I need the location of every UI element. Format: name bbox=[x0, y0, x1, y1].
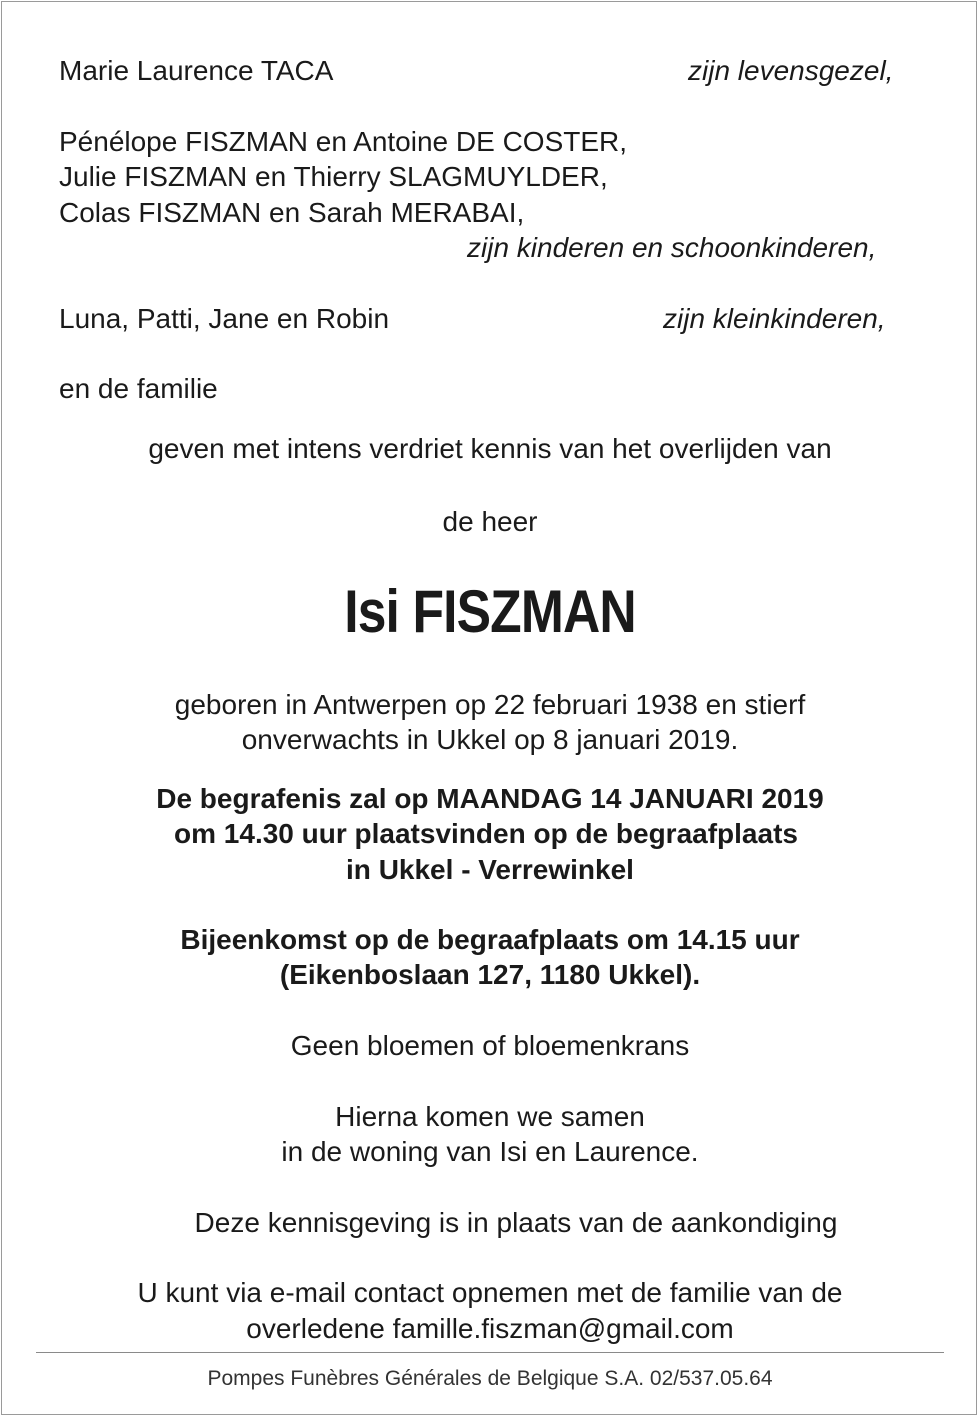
undertaker-footer: Pompes Funèbres Générales de Belgique S.A. 02/537.05.64 bbox=[207, 1367, 773, 1390]
grandchildren-names: Luna, Patti, Jane en Robin bbox=[59, 303, 390, 334]
children-role: zijn kinderen en schoonkinderen, bbox=[467, 232, 877, 263]
contact-line-1: U kunt via e-mail contact opnemen met de familie van de bbox=[137, 1277, 843, 1308]
contact-line-2: overledene famille.fiszman@gmail.com bbox=[246, 1313, 734, 1344]
partner-name: Marie Laurence TACA bbox=[59, 55, 334, 86]
after-line-1: Hierna komen we samen bbox=[335, 1101, 645, 1132]
extended-family: en de familie bbox=[59, 373, 218, 404]
deceased-name: Isi FISZMAN bbox=[344, 578, 636, 645]
birth-line-1: geboren in Antwerpen op 22 februari 1938 en stierf bbox=[174, 689, 806, 720]
funeral-line-3: in Ukkel - Verrewinkel bbox=[346, 854, 634, 885]
gathering-line-2: (Eikenboslaan 127, 1180 Ukkel). bbox=[279, 959, 701, 990]
footer-divider bbox=[36, 1352, 944, 1353]
notice-text: Deze kennisgeving is in plaats van de aankondiging bbox=[194, 1207, 838, 1238]
partner-role: zijn levensgezel, bbox=[688, 55, 894, 86]
child-line-3: Colas FISZMAN en Sarah MERABAI, bbox=[59, 197, 525, 228]
grandchildren-role: zijn kleinkinderen, bbox=[663, 303, 886, 334]
child-line-1: Pénélope FISZMAN en Antoine DE COSTER, bbox=[59, 126, 628, 157]
honorific: de heer bbox=[442, 506, 538, 537]
flowers-note: Geen bloemen of bloemenkrans bbox=[290, 1030, 690, 1061]
funeral-line-2: om 14.30 uur plaatsvinden op de begraafplaats bbox=[174, 818, 798, 849]
gathering-line-1: Bijeenkomst op de begraafplaats om 14.15 uur bbox=[180, 924, 800, 955]
birth-line-2: onverwachts in Ukkel op 8 januari 2019. bbox=[241, 724, 739, 755]
funeral-line-1: De begrafenis zal op MAANDAG 14 JANUARI 2019 bbox=[156, 783, 824, 814]
after-line-2: in de woning van Isi en Laurence. bbox=[281, 1136, 699, 1167]
child-line-2: Julie FISZMAN en Thierry SLAGMUYLDER, bbox=[59, 161, 608, 192]
intro-text: geven met intens verdriet kennis van het overlijden van bbox=[148, 433, 832, 464]
